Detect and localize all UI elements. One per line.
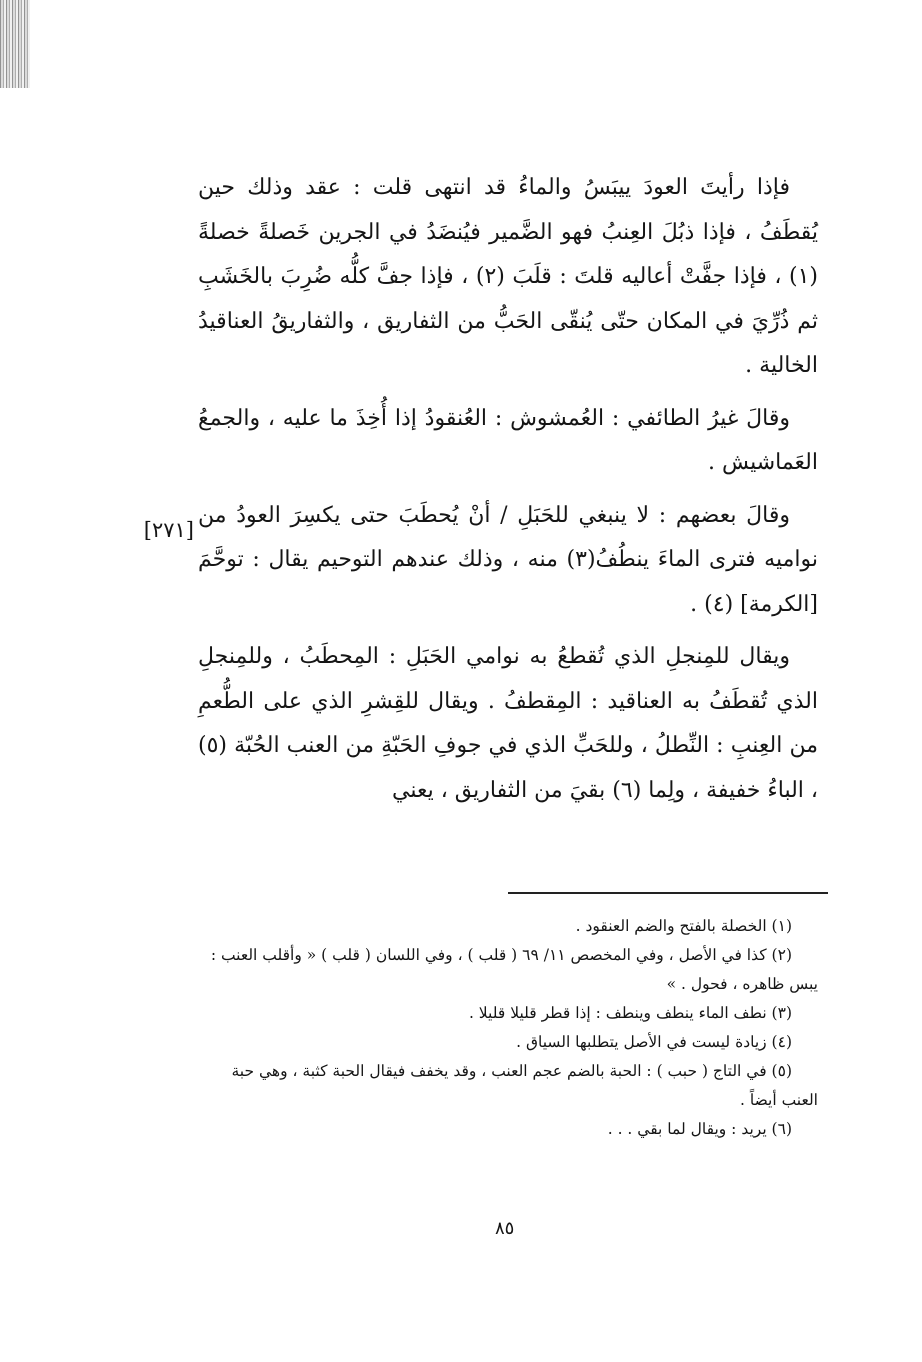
paragraph-1: فإذا رأيتَ العودَ ييبَسُ والماءُ قد انتهى قلت : عقد وذلك حين يُقطَفُ ، فإذا ذبُلَ العِنبُ فهو الضَّمير فيُنضَدُ في الجرين خَصلةً خصلةً (١) ، فإذا جفَّتْ أعاليه قلتَ : قلَبَ (٢) ، فإذا جفَّ كلُّه ضُرِبَ بالخَشَبِ ثم ذُرِّيَ في المكان حتّى يُنقّى الحَبُّ من الثفاريق ، والثفاريقُ العناقيدُ الخالية . bbox=[198, 175, 819, 378]
paragraph-3: وقالَ بعضهم : لا ينبغي للحَبَلِ / أنْ يُحطَبَ حتى يكسِرَ العودُ من نواميه فترى الماءَ ينطُفُ(٣) منه ، وذلك عندهم التوحيم يقال : توحَّمَ [الكرمة] (٤) . bbox=[198, 502, 818, 617]
margin-reference: [٢٧١] bbox=[143, 518, 194, 542]
paragraph-4: ويقال للمِنجلِ الذي تُقطعُ به نوامي الحَبَلِ : المِحطَبُ ، وللمِنجلِ الذي تُقطَفُ به العناقيد : المِقطفُ . ويقال للقِشرِ الذي على الطُّعمِ من العِنبِ : النِّطلُ ، وللحَبِّ الذي في جوفِ الحَبّةِ من العنب الحُبّة (٥) ، الباءُ خفيفة ، ولِما (٦) بقيَ من الثفاريق ، يعني bbox=[198, 644, 818, 803]
footnote-3: (٣) نطف الماء ينطف وينطف : إذا قطر قليلا قليلا . bbox=[468, 1004, 792, 1022]
footnotes bbox=[198, 912, 818, 1144]
footnote-separator bbox=[508, 892, 828, 894]
page-number: ٨٥ bbox=[495, 1218, 515, 1239]
scan-edge-artifact bbox=[0, 0, 30, 88]
main-text bbox=[198, 166, 818, 813]
footnote-5: (٥) في التاج ( حبب ) : الحبة بالضم عجم العنب ، وقد يخفف فيقال الحبة كثبة ، وهي حبة العنب أيضاً . bbox=[231, 1062, 818, 1109]
footnote-4: (٤) زيادة ليست في الأصل يتطلبها السياق . bbox=[516, 1033, 792, 1051]
paragraph-2: وقالَ غيرُ الطائفي : العُمشوش : العُنقودُ إذا أُخِذَ ما عليه ، والجمعُ العَماشيش . bbox=[198, 405, 818, 475]
footnote-6: (٦) يريد : ويقال لما بقي . . . bbox=[607, 1120, 792, 1138]
footnote-2: (٢) كذا في الأصل ، وفي المخصص ١١/ ٦٩ ( قلب ) ، وفي اللسان ( قلب ) « وأقلب العنب : يبس ظاهره ، فحول . » bbox=[210, 946, 818, 993]
footnote-1: (١) الخصلة بالفتح والضم العنقود . bbox=[575, 917, 792, 935]
